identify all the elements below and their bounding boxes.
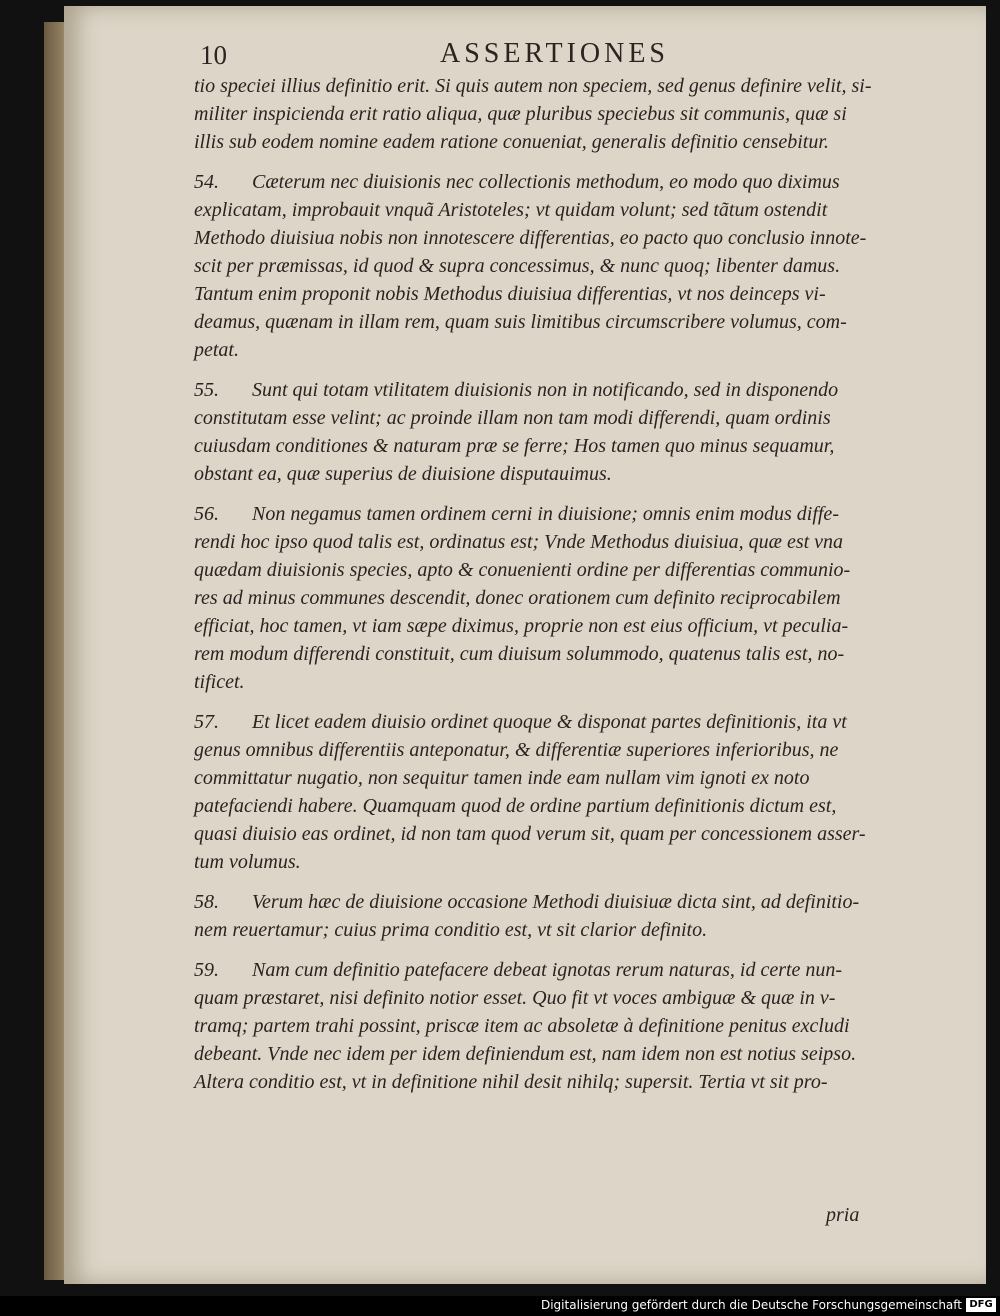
text-run: Nam cum definitio patefacere debeat ignotas rerum naturas, id certe nun- (252, 959, 843, 981)
paragraph-56 (194, 500, 894, 696)
text-line: debeant. Vnde nec idem per idem definiendum est, nam idem non est notius seipso. (194, 1043, 857, 1065)
paragraph-59 (194, 956, 894, 1096)
text-line: quædam diuisionis species, apto & conuenienti ordine per differentias communio- (194, 559, 851, 581)
text-line: quasi diuisio eas ordinet, id non tam quod verum sit, quam per concessionem asser- (194, 823, 866, 845)
text-line: petat. (194, 339, 239, 361)
paragraph-57 (194, 708, 894, 876)
text-line: res ad minus communes descendit, donec orationem cum definito reciprocabilem (194, 587, 841, 609)
dfg-logo: DFG (966, 1298, 996, 1312)
paragraph-continuation (194, 72, 894, 156)
text-line: Altera conditio est, vt in definitione nihil desit nihilq; supersit. Tertia vt sit pro- (194, 1071, 828, 1093)
text-line: Tantum enim proponit nobis Methodus diuisiua differentias, vt nos deinceps vi- (194, 283, 826, 305)
text-line: explicatam, improbauit vnquã Aristoteles; vt quidam volunt; sed tãtum ostendit (194, 199, 828, 221)
text-run: Non negamus tamen ordinem cerni in diuisione; omnis enim modus diffe- (252, 503, 839, 525)
text-line: nem reuertamur; cuius prima conditio est, vt sit clarior definito. (194, 919, 708, 941)
text-run: Sunt qui totam vtilitatem diuisionis non in notificando, sed in disponendo (252, 379, 839, 401)
text-line: deamus, quænam in illam rem, quam suis limitibus circumscribere volumus, com- (194, 311, 847, 333)
text-line (194, 376, 894, 404)
text-line: constitutam esse velint; ac proinde illam non tam modi differendi, quam ordinis (194, 407, 831, 429)
text-line: rem modum differendi constituit, cum diuisum solummodo, quatenus talis est, no- (194, 643, 845, 665)
text-line: patefaciendi habere. Quamquam quod de ordine partium definitionis dictum est, (194, 795, 837, 817)
text-run: Cæterum nec diuisionis nec collectionis methodum, eo modo quo diximus (252, 171, 840, 193)
paragraph-58 (194, 888, 894, 944)
paragraph-number: 56. (194, 503, 219, 525)
paragraph-number: 55. (194, 379, 219, 401)
paragraph-number: 58. (194, 891, 219, 913)
funding-credit: Digitalisierung gefördert durch die Deutsche Forschungsgemeinschaft (540, 1298, 962, 1312)
paragraph-number: 54. (194, 171, 219, 193)
paragraph-55 (194, 376, 894, 488)
text-line: cuiusdam conditiones & naturam præ se ferre; Hos tamen quo minus sequamur, (194, 435, 835, 457)
text-line: tramq; partem trahi possint, priscæ item ac absoletæ à definitione penitus excludi (194, 1015, 850, 1037)
text-line (194, 708, 894, 736)
text-line (194, 956, 894, 984)
text-line: quam præstaret, nisi definito notior esset. Quo fit vt voces ambiguæ & quæ in v- (194, 987, 836, 1009)
text-line: committatur nugatio, non sequitur tamen inde eam nullam vim ignoti ex noto (194, 767, 810, 789)
text-run: Et licet eadem diuisio ordinet quoque & disponat partes definitionis, ita vt (252, 711, 847, 733)
text-line: tum volumus. (194, 851, 301, 873)
text-line (194, 500, 894, 528)
text-line: tio speciei illius definitio erit. Si quis autem non speciem, sed genus definire velit, si- (194, 75, 872, 97)
text-line: tificet. (194, 671, 245, 693)
page-number: 10 (200, 40, 227, 70)
running-head (200, 34, 900, 74)
paragraph-number: 59. (194, 959, 219, 981)
text-line: militer inspicienda erit ratio aliqua, quæ pluribus speciebus sit communis, quæ si (194, 103, 847, 125)
text-line: genus omnibus differentiis anteponatur, & differentiæ superiores inferioribus, ne (194, 739, 839, 761)
text-line: illis sub eodem nomine eadem ratione conueniat, generalis definitio censebitur. (194, 131, 829, 153)
text-run: Verum hæc de diuisione occasione Methodi diuisiuæ dicta sint, ad definitio- (252, 891, 860, 913)
text-block (194, 72, 894, 1108)
text-line (194, 888, 894, 916)
footer-bar (0, 1296, 1000, 1316)
text-line: rendi hoc ipso quod talis est, ordinatus est; Vnde Methodus diuisiua, quæ est vna (194, 531, 844, 553)
page-title: ASSERTIONES (440, 38, 670, 69)
text-line: Methodo diuisiua nobis non innotescere differentias, eo pacto quo conclusio innote- (194, 227, 867, 249)
paragraph-number: 57. (194, 711, 219, 733)
text-line (194, 168, 894, 196)
catchword: pria (826, 1204, 860, 1226)
text-line: scit per præmissas, id quod & supra concessimus, & nunc quoq; libenter damus. (194, 255, 841, 277)
text-line: efficiat, hoc tamen, vt iam sæpe diximus, proprie non est eius officium, vt peculia- (194, 615, 849, 637)
text-line: obstant ea, quæ superius de diuisione disputauimus. (194, 463, 612, 485)
paragraph-54 (194, 168, 894, 364)
